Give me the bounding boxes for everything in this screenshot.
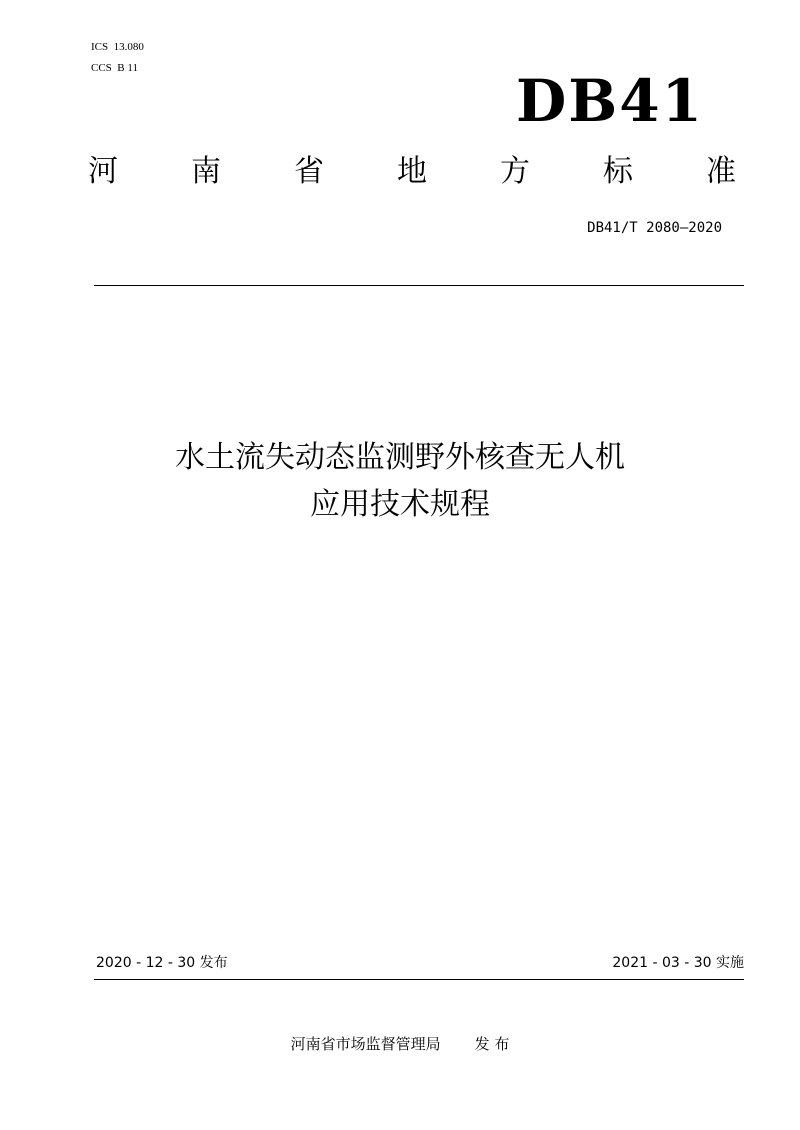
release-date: 2020 - 12 - 30 发布 xyxy=(96,955,228,971)
db-code-logo: DB41 xyxy=(515,67,704,135)
effective-date: 2021 - 03 - 30 实施 xyxy=(612,955,744,971)
dates-row xyxy=(94,953,744,980)
title-line-2: 应用技术规程 xyxy=(310,487,490,522)
standard-type-char: 方 xyxy=(500,154,530,189)
ics-code: ICS 13.080 xyxy=(91,41,144,53)
issuer-action: 发 布 xyxy=(474,1035,510,1053)
ccs-code: CCS B 11 xyxy=(91,62,138,74)
document-title xyxy=(0,434,800,528)
standard-number: DB41/T 2080—2020 xyxy=(587,220,722,236)
issuer-row xyxy=(0,1033,800,1055)
standard-type-char: 省 xyxy=(294,154,324,189)
header-divider xyxy=(94,285,744,286)
title-line-1: 水土流失动态监测野外核查无人机 xyxy=(175,440,625,475)
standard-type-char: 地 xyxy=(397,154,427,189)
standard-type-char: 南 xyxy=(191,154,221,189)
standard-type-heading xyxy=(88,150,736,194)
issuer-name: 河南省市场监督管理局 xyxy=(290,1035,441,1053)
standard-type-char: 河 xyxy=(88,154,118,189)
standard-type-char: 标 xyxy=(603,154,633,189)
standard-type-char: 准 xyxy=(706,154,736,189)
